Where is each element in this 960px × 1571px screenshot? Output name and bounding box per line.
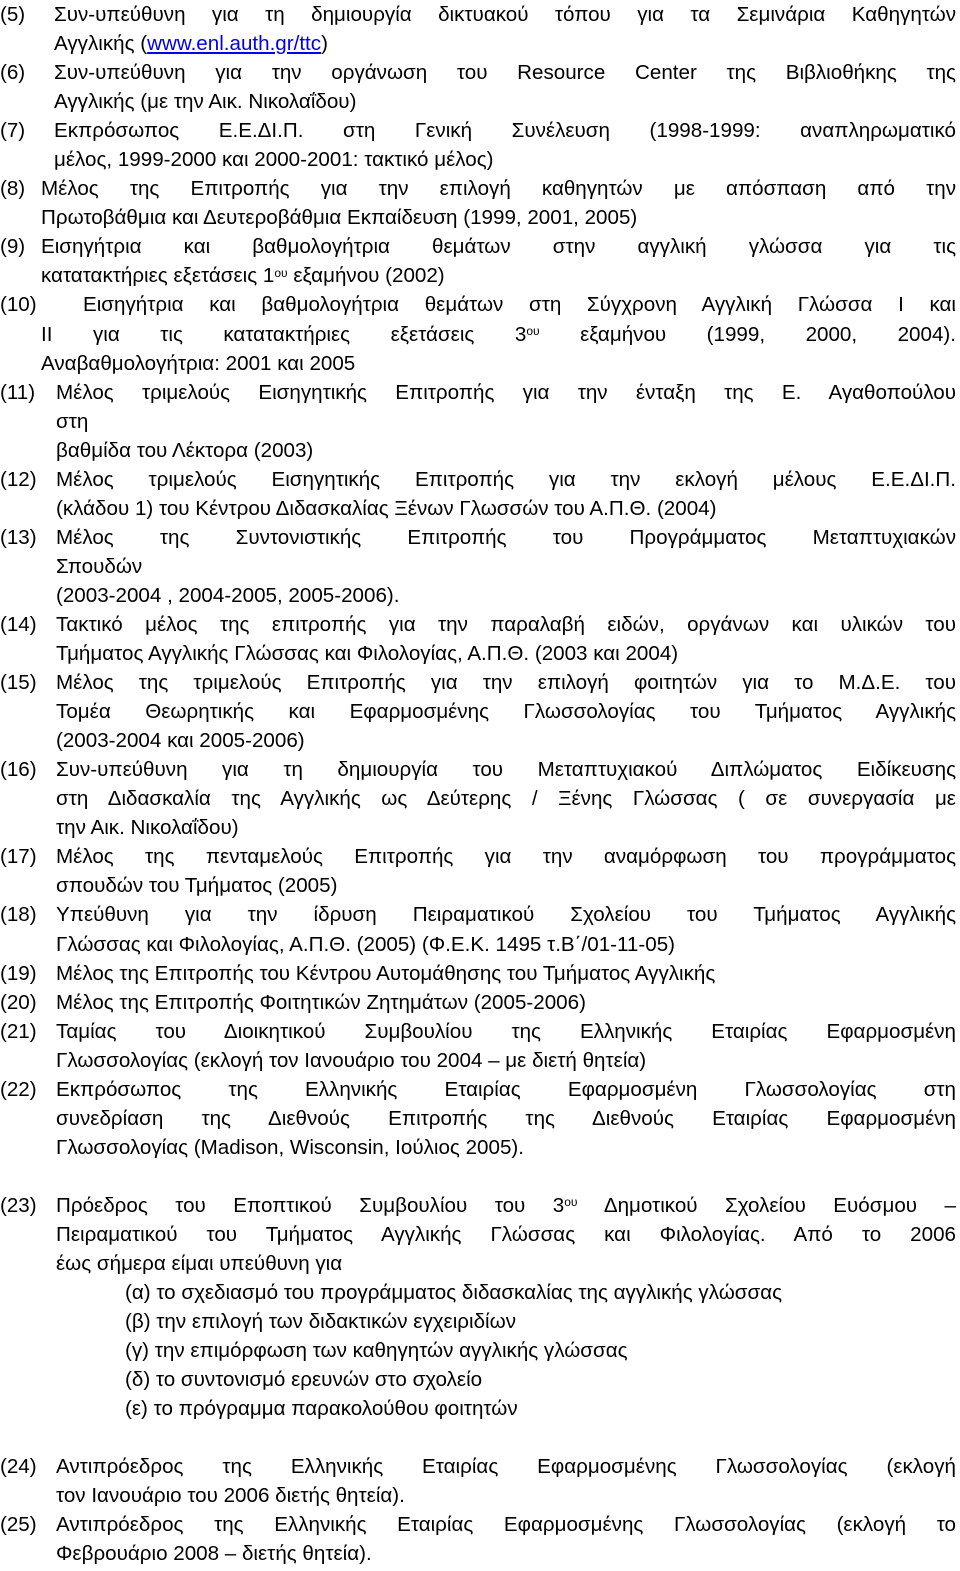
item-number: (16) (0, 758, 37, 782)
item-text: ) (321, 32, 328, 56)
list-item-14 (0, 610, 956, 668)
list-item-25 (0, 1510, 956, 1568)
item-text-line: στη Διδασκαλία της Αγγλικής ως Δεύτερης / Ξένης Γλώσσας ( σε συνεργασία με (56, 787, 956, 811)
item-text-line: Μέλος τριμελούς Εισηγητικής Επιτροπής για την εκλογή μέλους Ε.Ε.ΔΙ.Π. (56, 467, 956, 491)
item-number: (17) (0, 845, 37, 869)
item-text-line (41, 261, 956, 290)
list-item-20 (0, 988, 956, 1017)
item-text-line: Εκπρόσωπος της Ελληνικής Εταιρίας Εφαρμοσμένη Γλωσσολογίας στη (56, 1077, 956, 1101)
list-item-15 (0, 668, 956, 755)
item-number: (19) (0, 961, 37, 985)
ordinal-superscript: ου (526, 323, 540, 338)
item-text-line: Αντιπρόεδρος της Ελληνικής Εταιρίας Εφαρμοσμένης Γλωσσολογίας (εκλογή (56, 1455, 956, 1479)
item-number: (7) (0, 119, 26, 143)
item-text-line: Εισηγήτρια και βαθμολογήτρια θεμάτων στη Σύγχρονη Αγγλική Γλώσσα Ι και (83, 293, 956, 317)
item-text-line: Τακτικό μέλος της επιτροπής για την παραλαβή ειδών, οργάνων και υλικών του (56, 612, 956, 636)
item-number: (14) (0, 612, 37, 636)
item-number: (18) (0, 903, 37, 927)
item-text-line: Μέλος της Συντονιστικής Επιτροπής του Προγράμματος Μεταπτυχιακών (56, 525, 956, 549)
item-text-line (0, 320, 956, 349)
list-item-24 (0, 1452, 956, 1510)
item-text: Αγγλικής ( (54, 32, 148, 56)
item-text: κατατακτήριες εξετάσεις 1 (41, 264, 275, 288)
item-text-line: τον Ιανουάριο του 2006 διετής θητεία). (56, 1484, 405, 1508)
item-text-line: Μέλος της Επιτροπής του Κέντρου Αυτομάθησης του Τμήματος Αγγλικής (56, 961, 716, 985)
list-item-19 (0, 959, 956, 988)
list-item-18 (0, 900, 956, 958)
item-number: (23) (0, 1193, 37, 1217)
item-text: Πρόεδρος του Εποπτικού Συμβουλίου του 3 (56, 1193, 565, 1217)
item-number: (22) (0, 1077, 37, 1101)
item-number: (6) (0, 61, 26, 85)
sub-list-item: (α) το σχεδιασμό του προγράμματος διδασκαλίας της αγγλικής γλώσσας (125, 1281, 783, 1305)
item-number: (15) (0, 671, 37, 695)
list-item-21 (0, 1017, 956, 1075)
list-item-10 (0, 290, 956, 377)
sub-list-item: (γ) την επιμόρφωση των καθηγητών αγγλικής γλώσσας (125, 1339, 628, 1363)
item-text-line: Εισηγήτρια και βαθμολογήτρια θεμάτων στην αγγλική γλώσσα για τις (41, 235, 956, 259)
item-text-line: Συν-υπεύθυνη για τη δημιουργία δικτυακού τόπου για τα Σεμινάρια Καθηγητών (54, 3, 956, 26)
item-text-line: συνεδρίαση της Διεθνούς Επιτροπής της Διεθνούς Εταιρίας Εφαρμοσμένη (56, 1106, 956, 1130)
item-text-line: Μέλος τριμελούς Εισηγητικής Επιτροπής για την ένταξη της Ε. Αγαθοπούλου (56, 380, 956, 404)
item-text-line: Μέλος της πενταμελούς Επιτροπής για την αναμόρφωση του προγράμματος (56, 845, 956, 869)
item-text-line: Εκπρόσωπος Ε.Ε.ΔΙ.Π. στη Γενική Συνέλευση (1998-1999: αναπληρωματικό (54, 119, 956, 143)
item-number: (9) (0, 235, 26, 259)
item-text-line: σπουδών του Τμήματος (2005) (56, 874, 338, 898)
sub-list (0, 1278, 956, 1423)
item-number: (13) (0, 525, 37, 549)
list-item-13 (0, 523, 956, 610)
item-text-line: Γλώσσας και Φιλολογίας, Α.Π.Θ. (2005) (Φ.Ε.Κ. 1495 τ.Β΄/01-11-05) (56, 932, 676, 956)
item-text-line: Συν-υπεύθυνη για τη δημιουργία του Μεταπτυχιακού Διπλώματος Ειδίκευσης (56, 758, 956, 782)
item-number: (8) (0, 177, 26, 201)
list-item-8 (0, 174, 956, 232)
list-item-17 (0, 842, 956, 900)
list-item-11 (0, 378, 956, 465)
item-text: εξαμήνου (2002) (287, 264, 445, 288)
item-text-line: (κλάδου 1) του Κέντρου Διδασκαλίας Ξένων Γλωσσών του Α.Π.Θ. (2004) (56, 496, 717, 520)
item-text-line: (2003-2004 και 2005-2006) (56, 729, 305, 753)
item-text-line: Αντιπρόεδρος της Ελληνικής Εταιρίας Εφαρμοσμένης Γλωσσολογίας (εκλογή το (56, 1513, 956, 1537)
sub-list-item: (δ) το συντονισμό ερευνών στο σχολείο (125, 1368, 483, 1392)
item-text-line: στη (56, 409, 89, 433)
ordinal-superscript: ου (564, 1195, 578, 1210)
list-item-9 (0, 232, 956, 290)
item-text-line: Συν-υπεύθυνη για την οργάνωση του Resource Center της Βιβλιοθήκης της (54, 61, 956, 85)
item-number: (21) (0, 1019, 37, 1043)
list-item-23 (0, 1191, 956, 1278)
item-text-line: Πειραματικού του Τμήματος Αγγλικής Γλώσσας και Φιλολογίας. Από το 2006 (56, 1222, 956, 1246)
list-item-16 (0, 755, 956, 842)
item-text-line: Γλωσσολογίας (εκλογή τον Ιανουάριο του 2004 – με διετή θητεία) (56, 1048, 647, 1072)
list-item-5 (0, 0, 956, 58)
list-item-22 (0, 1075, 956, 1162)
item-text-line: Πρωτοβάθμια και Δευτεροβάθμια Εκπαίδευση (1999, 2001, 2005) (41, 206, 638, 230)
item-text-line: Γλωσσολογίας (Madison, Wisconsin, Ιούλιος 2005). (56, 1135, 524, 1159)
item-text-line: Αγγλικής (με την Αικ. Νικολαΐδου) (54, 90, 357, 114)
sub-list-item: (ε) το πρόγραμμα παρακολούθου φοιτητών (125, 1397, 518, 1421)
item-text-line: Μέλος της Επιτροπής Φοιτητικών Ζητημάτων (2005-2006) (56, 990, 586, 1014)
list-item-12 (0, 465, 956, 523)
list-item-7 (0, 116, 956, 174)
item-text-line: Μέλος της τριμελούς Επιτροπής για την επιλογή φοιτητών για το Μ.Δ.Ε. του (56, 671, 956, 695)
item-number: (24) (0, 1455, 37, 1479)
item-text-line: (2003-2004 , 2004-2005, 2005-2006). (56, 583, 400, 607)
item-number: (20) (0, 990, 37, 1014)
item-text-line: την Αικ. Νικολαΐδου) (56, 816, 239, 840)
item-text-line: Τμήματος Αγγλικής Γλώσσας και Φιλολογίας, Α.Π.Θ. (2003 και 2004) (56, 642, 679, 666)
ordinal-superscript: ου (274, 265, 288, 280)
item-text-line: Υπεύθυνη για την ίδρυση Πειραματικού Σχολείου του Τμήματος Αγγλικής (56, 903, 956, 927)
item-text-line: Σπουδών (56, 554, 143, 578)
item-text-line: Τομέα Θεωρητικής και Εφαρμοσμένης Γλωσσολογίας του Τμήματος Αγγλικής (56, 700, 956, 724)
item-text-line: Αναβαθμολογήτρια: 2001 και 2005 (41, 351, 356, 375)
list-item-6 (0, 58, 956, 116)
item-number: (11) (0, 380, 36, 404)
item-text-line: έως σήμερα είμαι υπεύθυνη για (56, 1251, 343, 1275)
item-number: (12) (0, 467, 37, 491)
item-text-line (54, 29, 956, 58)
item-number: (25) (0, 1513, 37, 1537)
item-number: (5) (0, 3, 26, 26)
paragraph-gap (0, 1162, 956, 1191)
item-text: Δημοτικού Σχολείου Ευόσμου – (577, 1193, 956, 1217)
paragraph-gap (0, 1423, 956, 1452)
ttc-website-link[interactable]: www.enl.auth.gr/ttc (147, 32, 322, 56)
item-text: ΙΙ για τις κατατακτήριες εξετάσεις 3 (41, 322, 527, 346)
item-number: (10) (0, 293, 37, 317)
sub-list-item: (β) την επιλογή των διδακτικών εγχειριδίων (125, 1310, 517, 1334)
item-text-line: Ταμίας του Διοικητικού Συμβουλίου της Ελληνικής Εταιρίας Εφαρμοσμένη (56, 1019, 956, 1043)
item-text-line: βαθμίδα του Λέκτορα (2003) (56, 438, 314, 462)
item-text-line: μέλος, 1999-2000 και 2000-2001: τακτικό μέλος) (54, 148, 494, 172)
item-text-line (56, 1191, 956, 1220)
item-text: εξαμήνου (1999, 2000, 2004). (539, 322, 956, 346)
item-text-line: Φεβρουάριο 2008 – διετής θητεία). (56, 1542, 372, 1566)
item-text-line: Μέλος της Επιτροπής για την επιλογή καθηγητών με απόσπαση από την (41, 177, 956, 201)
